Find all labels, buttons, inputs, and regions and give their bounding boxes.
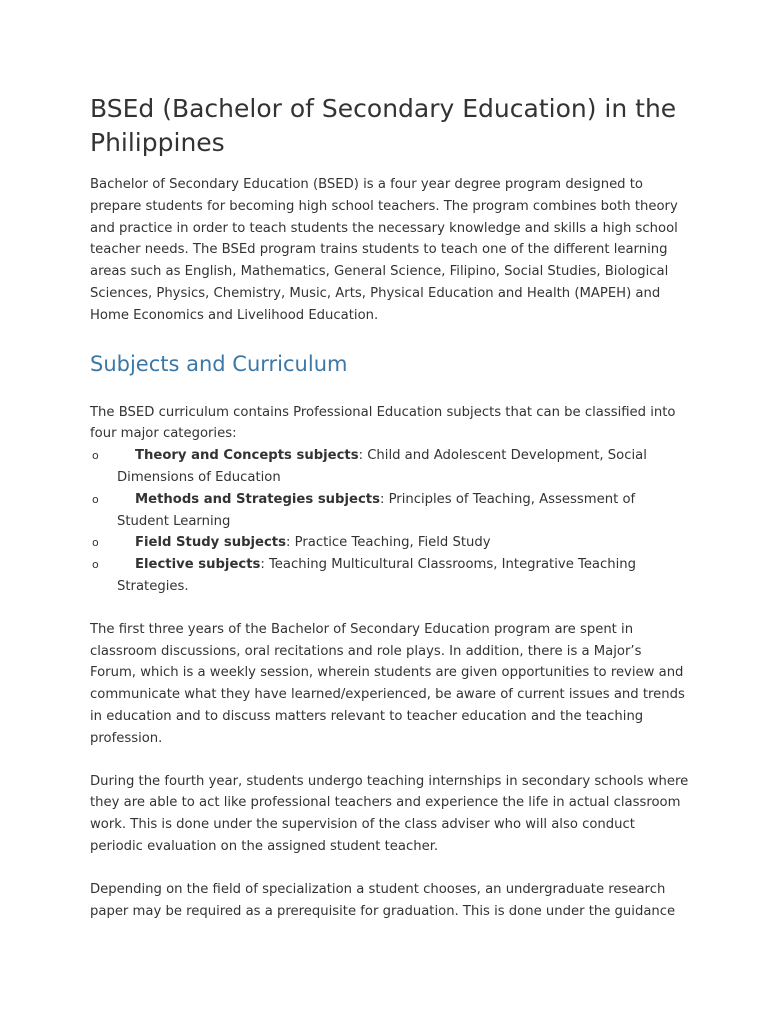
body-paragraph: Depending on the field of specialization a student chooses, an undergraduate research paper may be required as a prerequisite for graduation. This is done under the guidance (90, 881, 676, 919)
list-item (90, 489, 690, 533)
category-list (90, 445, 690, 598)
curriculum-intro: The BSED curriculum contains Professional Education subjects that can be classified into four major categories: (90, 404, 676, 442)
category-term: Methods and Strategies subjects (135, 491, 380, 507)
category-description: : Teaching Multicultural Classrooms, Integrative Teaching Strategies. (117, 557, 637, 594)
category-term: Field Study subjects (135, 535, 286, 551)
section-heading: Subjects and Curriculum (90, 351, 348, 376)
hollow-bullet-icon: o (92, 449, 99, 463)
body-paragraph: The first three years of the Bachelor of Secondary Education program are spent in classroom discussions, oral recitations and role plays. In addition, there is a Major’s Forum, which is a weekly session, wherein students are given opportunities to review and communicate what they have learned/experienced, be aware of current issues and trends in education and to discuss matters relevant to teacher education and the teaching profession. (90, 621, 685, 746)
hollow-bullet-icon: o (92, 558, 99, 572)
hollow-bullet-icon: o (92, 536, 99, 550)
list-item (90, 554, 690, 598)
category-description: : Principles of Teaching, Assessment of Student Learning (117, 491, 636, 529)
page-title: BSEd (Bachelor of Secondary Education) in the Philippines (90, 94, 677, 157)
body-paragraph: During the fourth year, students undergo teaching internships in secondary schools where they are able to act like professional teachers and experience the life in actual classroom work. This is done under the supervision of the class adviser who will also conduct periodic evaluation on the assigned student teacher. (90, 773, 689, 854)
category-term: Theory and Concepts subjects (135, 448, 359, 464)
category-description: : Child and Adolescent Development, Social Dimensions of Education (117, 448, 647, 485)
category-term: Elective subjects (135, 557, 261, 573)
list-item (90, 445, 690, 489)
category-description: : Practice Teaching, Field Study (285, 535, 491, 551)
document-page (90, 92, 690, 922)
intro-paragraph: Bachelor of Secondary Education (BSED) is a four year degree program designed to prepare students for becoming high school teachers. The program combines both theory and practice in order to teach students the necessary knowledge and skills a high school teacher needs. The BSEd program trains students to teach one of the different learning areas such as English, Mathematics, General Science, Filipino, Social Studies, Biological Sciences, Physics, Chemistry, Music, Arts, Physical Education and Health (MAPEH) and Home Economics and Livelihood Education. (90, 177, 678, 323)
hollow-bullet-icon: o (92, 492, 99, 506)
list-item (90, 532, 690, 554)
